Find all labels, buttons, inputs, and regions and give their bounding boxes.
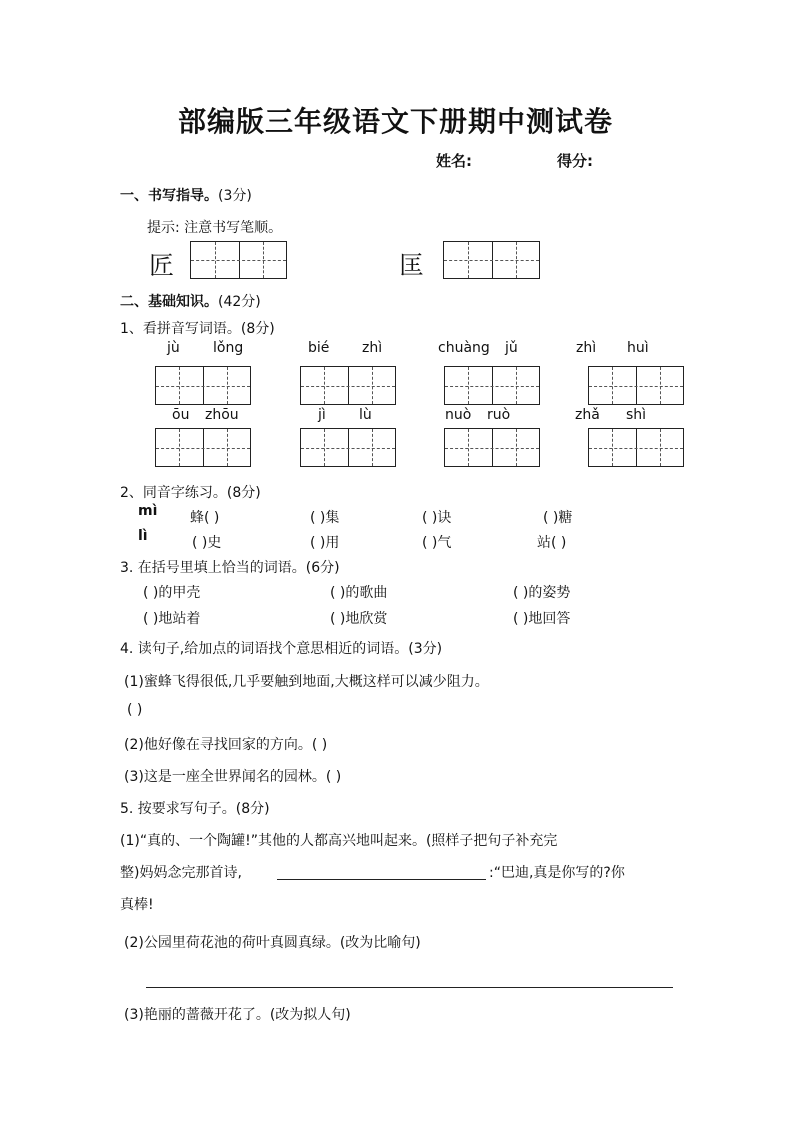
q5-sentence-3: (3)艳丽的蔷薇开花了。(改为拟人句) [124,1007,351,1023]
q2-item: ( )集 [310,510,340,526]
q5-sentence-1-line3: 真棒! [120,897,154,913]
q3-item: ( )地站着 [143,611,201,627]
section1-points: (3分) [218,188,252,204]
section2-heading: 二、基础知识。 [120,294,218,310]
q5-sentence-2: (2)公园里荷花池的荷叶真圆真绿。(改为比喻句) [124,935,421,951]
pinyin: zhì [362,340,383,356]
q4-prompt: 4. 读句子,给加点的词语找个意思相近的词语。(3分) [120,641,443,657]
pinyin: ōu [172,407,190,423]
pinyin: lǒng [213,340,244,356]
practice-char-1: 匠 [149,251,175,280]
q2-item: ( )史 [192,535,222,551]
pinyin: jǔ [505,340,518,356]
answer-grid[interactable] [444,428,540,467]
q2-item: 站( ) [537,535,567,551]
q5-answer-line-2[interactable] [146,987,673,988]
q5-sentence-1-line1: (1)“真的、一个陶罐!”其他的人都高兴地叫起来。(照样子把句子补充完 [120,833,558,849]
q5-sentence-1-line2-post: :“巴迪,真是你写的?你 [489,865,625,881]
answer-grid[interactable] [300,428,396,467]
q4-sentence-2: (2)他好像在寻找回家的方向。( ) [124,737,328,753]
q3-item: ( )的歌曲 [330,585,388,601]
pinyin: zhōu [205,407,239,423]
pinyin-mi: mì [138,503,158,519]
answer-grid[interactable] [588,428,684,467]
pinyin: huì [627,340,649,356]
section1-heading: 一、书写指导。 [120,188,218,204]
q3-prompt: 3. 在括号里填上恰当的词语。(6分) [120,560,340,576]
score-label: 得分: [557,152,593,170]
answer-grid[interactable] [155,428,251,467]
answer-grid[interactable] [300,366,396,405]
q3-item: ( )的甲壳 [143,585,201,601]
answer-grid[interactable] [444,366,540,405]
pinyin-li: lì [138,528,148,544]
q2-item: ( )诀 [422,510,452,526]
q4-sentence-3: (3)这是一座全世界闻名的园林。( ) [124,769,342,785]
pinyin: ruò [487,407,511,423]
q5-prompt: 5. 按要求写句子。(8分) [120,801,270,817]
q2-item: ( )气 [422,535,452,551]
pinyin: lù [359,407,372,423]
section2-heading-row [120,291,261,311]
section2-points: (42分) [218,294,261,310]
pinyin: chuàng [438,340,490,356]
practice-char-2: 匡 [399,251,425,280]
answer-grid[interactable] [155,366,251,405]
q2-item: ( )用 [310,535,340,551]
pinyin: bié [308,340,330,356]
pinyin: jù [167,340,180,356]
q2-prompt: 2、同音字练习。(8分) [120,485,261,501]
q5-answer-line-1[interactable] [277,879,486,880]
writing-grid-1[interactable] [190,241,287,279]
name-label: 姓名: [436,152,472,170]
q3-item: ( )地回答 [513,611,571,627]
pinyin: jì [318,407,326,423]
pinyin: shì [626,407,647,423]
q1-prompt: 1、看拼音写词语。(8分) [120,321,275,337]
section1-heading-row [120,185,252,205]
page-title: 部编版三年级语文下册期中测试卷 [178,105,614,138]
pinyin: zhì [576,340,597,356]
q2-item: ( )糖 [543,510,573,526]
pinyin: zhǎ [575,407,600,423]
q3-item: ( )地欣赏 [330,611,388,627]
pinyin: nuò [445,407,472,423]
q3-item: ( )的姿势 [513,585,571,601]
section1-hint: 提示: 注意书写笔顺。 [147,220,283,236]
writing-grid-2[interactable] [443,241,540,279]
q4-sentence-1: (1)蜜蜂飞得很低,几乎要触到地面,大概这样可以减少阻力。 [124,674,489,690]
q4-answer-1[interactable]: ( ) [127,702,143,718]
q5-sentence-1-line2-pre: 整)妈妈念完那首诗, [120,865,242,881]
q2-item: 蜂( ) [190,510,220,526]
answer-grid[interactable] [588,366,684,405]
